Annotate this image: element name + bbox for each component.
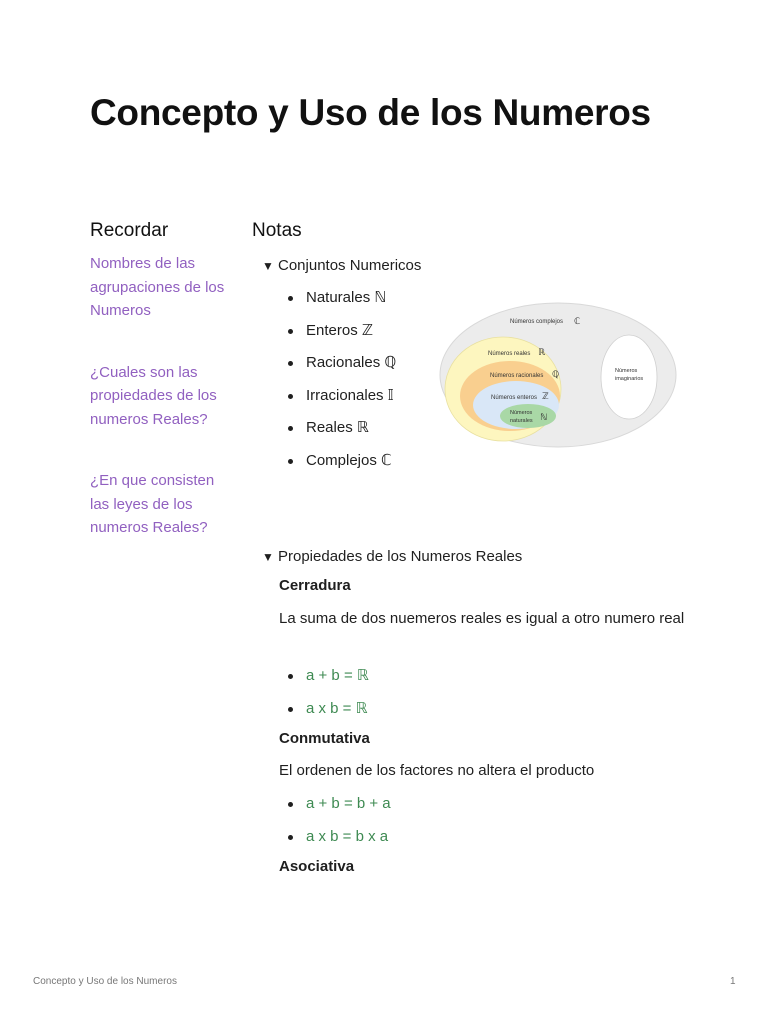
- notes-column-heading: Notas: [252, 220, 302, 241]
- list-item: Complejos ℂ: [288, 450, 396, 483]
- example-item: a + b = b + a: [288, 793, 391, 826]
- example-item: a + b = ℝ: [288, 665, 369, 698]
- imaginarios-label-2: imaginarios: [615, 376, 644, 382]
- cue-column-heading: Recordar: [90, 220, 169, 241]
- reales-label: Números reales: [488, 351, 531, 357]
- naturales-symbol: ℕ: [540, 413, 548, 423]
- cue-item: ¿En que consisten las leyes de los numeros Reales?: [90, 472, 215, 536]
- list-item: Racionales ℚ: [288, 352, 396, 385]
- naturales-label-2: naturales: [510, 418, 533, 424]
- naturales-label-1: Números: [510, 410, 533, 416]
- complejos-symbol: ℂ: [574, 317, 581, 327]
- list-item: Reales ℝ: [288, 417, 396, 450]
- property-examples: [288, 793, 391, 858]
- property-heading: Asociativa: [279, 858, 355, 875]
- racionales-label: Números racionales: [490, 373, 544, 379]
- toggle-propiedades[interactable]: [262, 546, 522, 568]
- list-item: Irracionales 𝕀: [288, 385, 396, 418]
- property-heading: Cerradura: [279, 577, 351, 594]
- complejos-label: Números complejos: [510, 319, 564, 325]
- imaginarios-label-1: Números: [615, 368, 638, 374]
- triangle-down-icon: ▼: [262, 550, 274, 564]
- property-description: El ordenen de los factores no altera el producto: [279, 762, 595, 779]
- property-heading: Conmutativa: [279, 730, 370, 747]
- toggle-label: Conjuntos Numericos: [278, 257, 422, 274]
- list-item: Naturales ℕ: [288, 287, 396, 320]
- sets-list: [288, 287, 396, 482]
- example-item: a x b = b x a: [288, 826, 391, 859]
- cue-item: Nombres de las agrupaciones de los Numeros: [90, 255, 225, 319]
- property-description: La suma de dos nuemeros reales es igual a otro numero real: [279, 610, 685, 627]
- footer-title: Concepto y Uso de los Numeros: [33, 976, 177, 987]
- toggle-label: Propiedades de los Numeros Reales: [278, 548, 523, 565]
- racionales-symbol: ℚ: [552, 370, 560, 380]
- enteros-symbol: ℤ: [542, 392, 549, 402]
- property-examples: [288, 665, 369, 730]
- cue-column: [90, 220, 230, 540]
- toggle-conjuntos[interactable]: [262, 255, 421, 277]
- triangle-down-icon: ▼: [262, 259, 274, 273]
- notes-column: [252, 220, 692, 875]
- naturales-ellipse: [500, 404, 556, 428]
- page-title: Concepto y Uso de los Numeros: [90, 92, 651, 133]
- reales-symbol: ℝ: [538, 348, 546, 358]
- number-sets-diagram: [438, 302, 678, 452]
- example-item: a x b = ℝ: [288, 698, 369, 731]
- footer-page-number: 1: [730, 976, 736, 987]
- cue-item: ¿Cuales son las propiedades de los numeros Reales?: [90, 363, 217, 428]
- enteros-label: Números enteros: [491, 395, 538, 401]
- list-item: Enteros ℤ: [288, 320, 396, 353]
